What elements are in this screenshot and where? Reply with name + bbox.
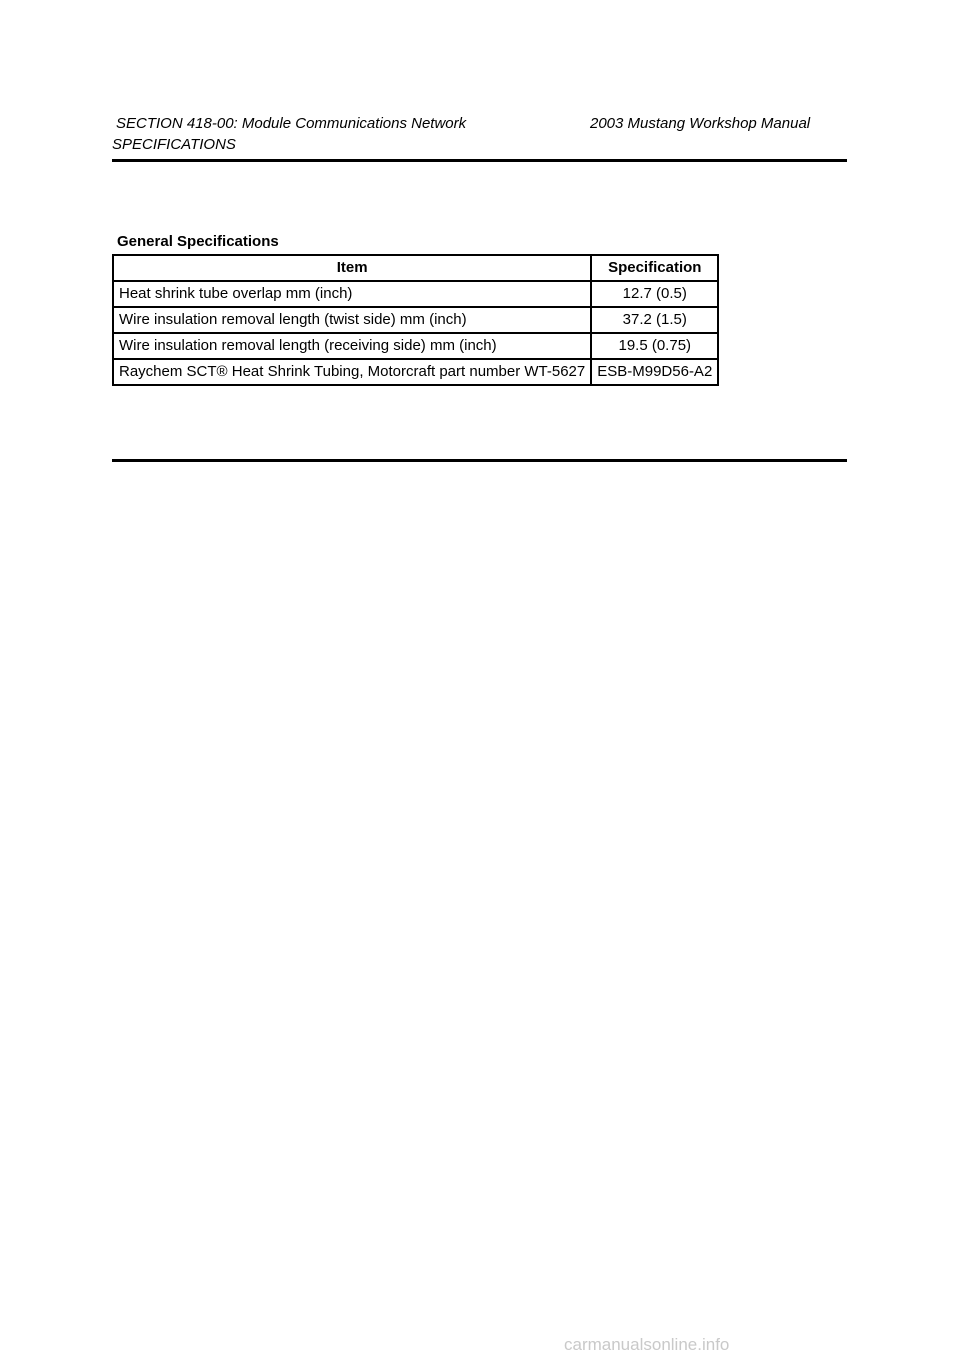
column-header-specification: Specification xyxy=(591,255,718,281)
item-cell: Raychem SCT® Heat Shrink Tubing, Motorcraft part number WT-5627 xyxy=(113,359,591,385)
item-cell: Wire insulation removal length (twist side) mm (inch) xyxy=(113,307,591,333)
section-title: SECTION 418-00: Module Communications Network xyxy=(116,115,467,132)
spec-cell: ESB-M99D56-A2 xyxy=(591,359,718,385)
footer-divider xyxy=(112,459,847,462)
table-header-row xyxy=(113,255,718,281)
spec-cell: 37.2 (1.5) xyxy=(591,307,718,333)
watermark: carmanualsonline.info xyxy=(564,1335,730,1354)
table-row xyxy=(113,281,718,307)
spec-cell: 12.7 (0.5) xyxy=(591,281,718,307)
spec-cell: 19.5 (0.75) xyxy=(591,333,718,359)
manual-title: 2003 Mustang Workshop Manual xyxy=(590,115,811,132)
table-row xyxy=(113,359,718,385)
table-title: General Specifications xyxy=(117,233,279,250)
item-cell: Heat shrink tube overlap mm (inch) xyxy=(113,281,591,307)
item-cell: Wire insulation removal length (receiving side) mm (inch) xyxy=(113,333,591,359)
header-divider xyxy=(112,159,847,162)
table-row xyxy=(113,333,718,359)
table-row xyxy=(113,307,718,333)
subsection-title: SPECIFICATIONS xyxy=(112,136,236,153)
column-header-item: Item xyxy=(113,255,591,281)
specifications-table xyxy=(112,254,719,386)
